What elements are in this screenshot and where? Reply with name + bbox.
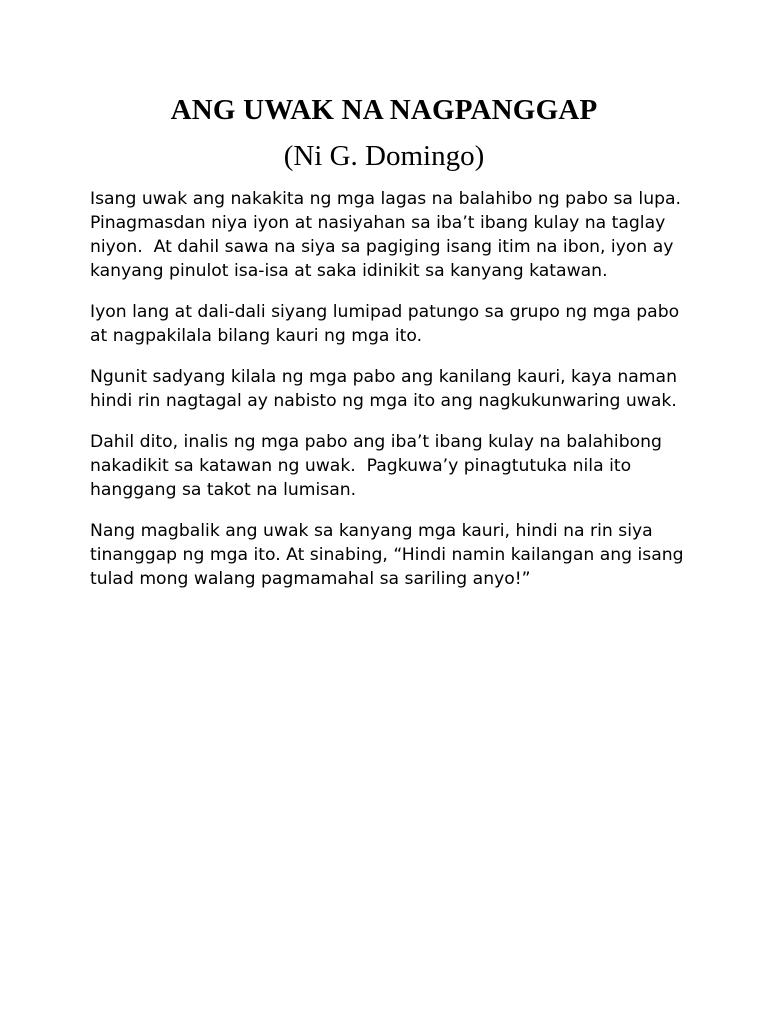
paragraph-5 [90,519,690,591]
text-line: Isang uwak ang nakakita ng mga lagas na balahibo ng pabo sa lupa. [90,189,681,209]
text-line: Dahil dito, inalis ng mga pabo ang iba’t ibang kulay na balahibong [90,432,662,452]
paragraph-3 [90,365,690,413]
text-line: Ngunit sadyang kilala ng mga pabo ang kanilang kauri, kaya naman [90,367,677,387]
text-line: nakadikit sa katawan ng uwak. Pagkuwa’y pinagtutuka nila ito [90,456,632,476]
text-line: hanggang sa takot na lumisan. [90,480,357,500]
text-line: hindi rin nagtagal ay nabisto ng mga ito ang nagkukunwaring uwak. [90,391,677,411]
paragraph-1 [90,187,690,283]
text-line: Iyon lang at dali-dali siyang lumipad patungo sa grupo ng mga pabo [90,302,680,322]
story-body [90,187,690,608]
text-line: at nagpakilala bilang kauri ng mga ito. [90,326,423,346]
paragraph-4 [90,430,690,502]
text-line: niyon. At dahil sawa na siya sa pagiging isang itim na ibon, iyon ay [90,237,674,257]
story-title: ANG UWAK NA NAGPANGGAP [170,94,598,126]
text-line: Nang magbalik ang uwak sa kanyang mga kauri, hindi na rin siya [90,521,653,541]
text-line: Pinagmasdan niya iyon at nasiyahan sa iba’t ibang kulay na taglay [90,213,666,233]
text-line: tulad mong walang pagmamahal sa sariling anyo!” [90,569,531,589]
text-line: kanyang pinulot isa-isa at saka idinikit sa kanyang katawan. [90,261,608,281]
paragraph-2 [90,300,690,348]
text-line: tinanggap ng mga ito. At sinabing, “Hindi namin kailangan ang isang [90,545,684,565]
story-author: (Ni G. Domingo) [283,140,485,172]
